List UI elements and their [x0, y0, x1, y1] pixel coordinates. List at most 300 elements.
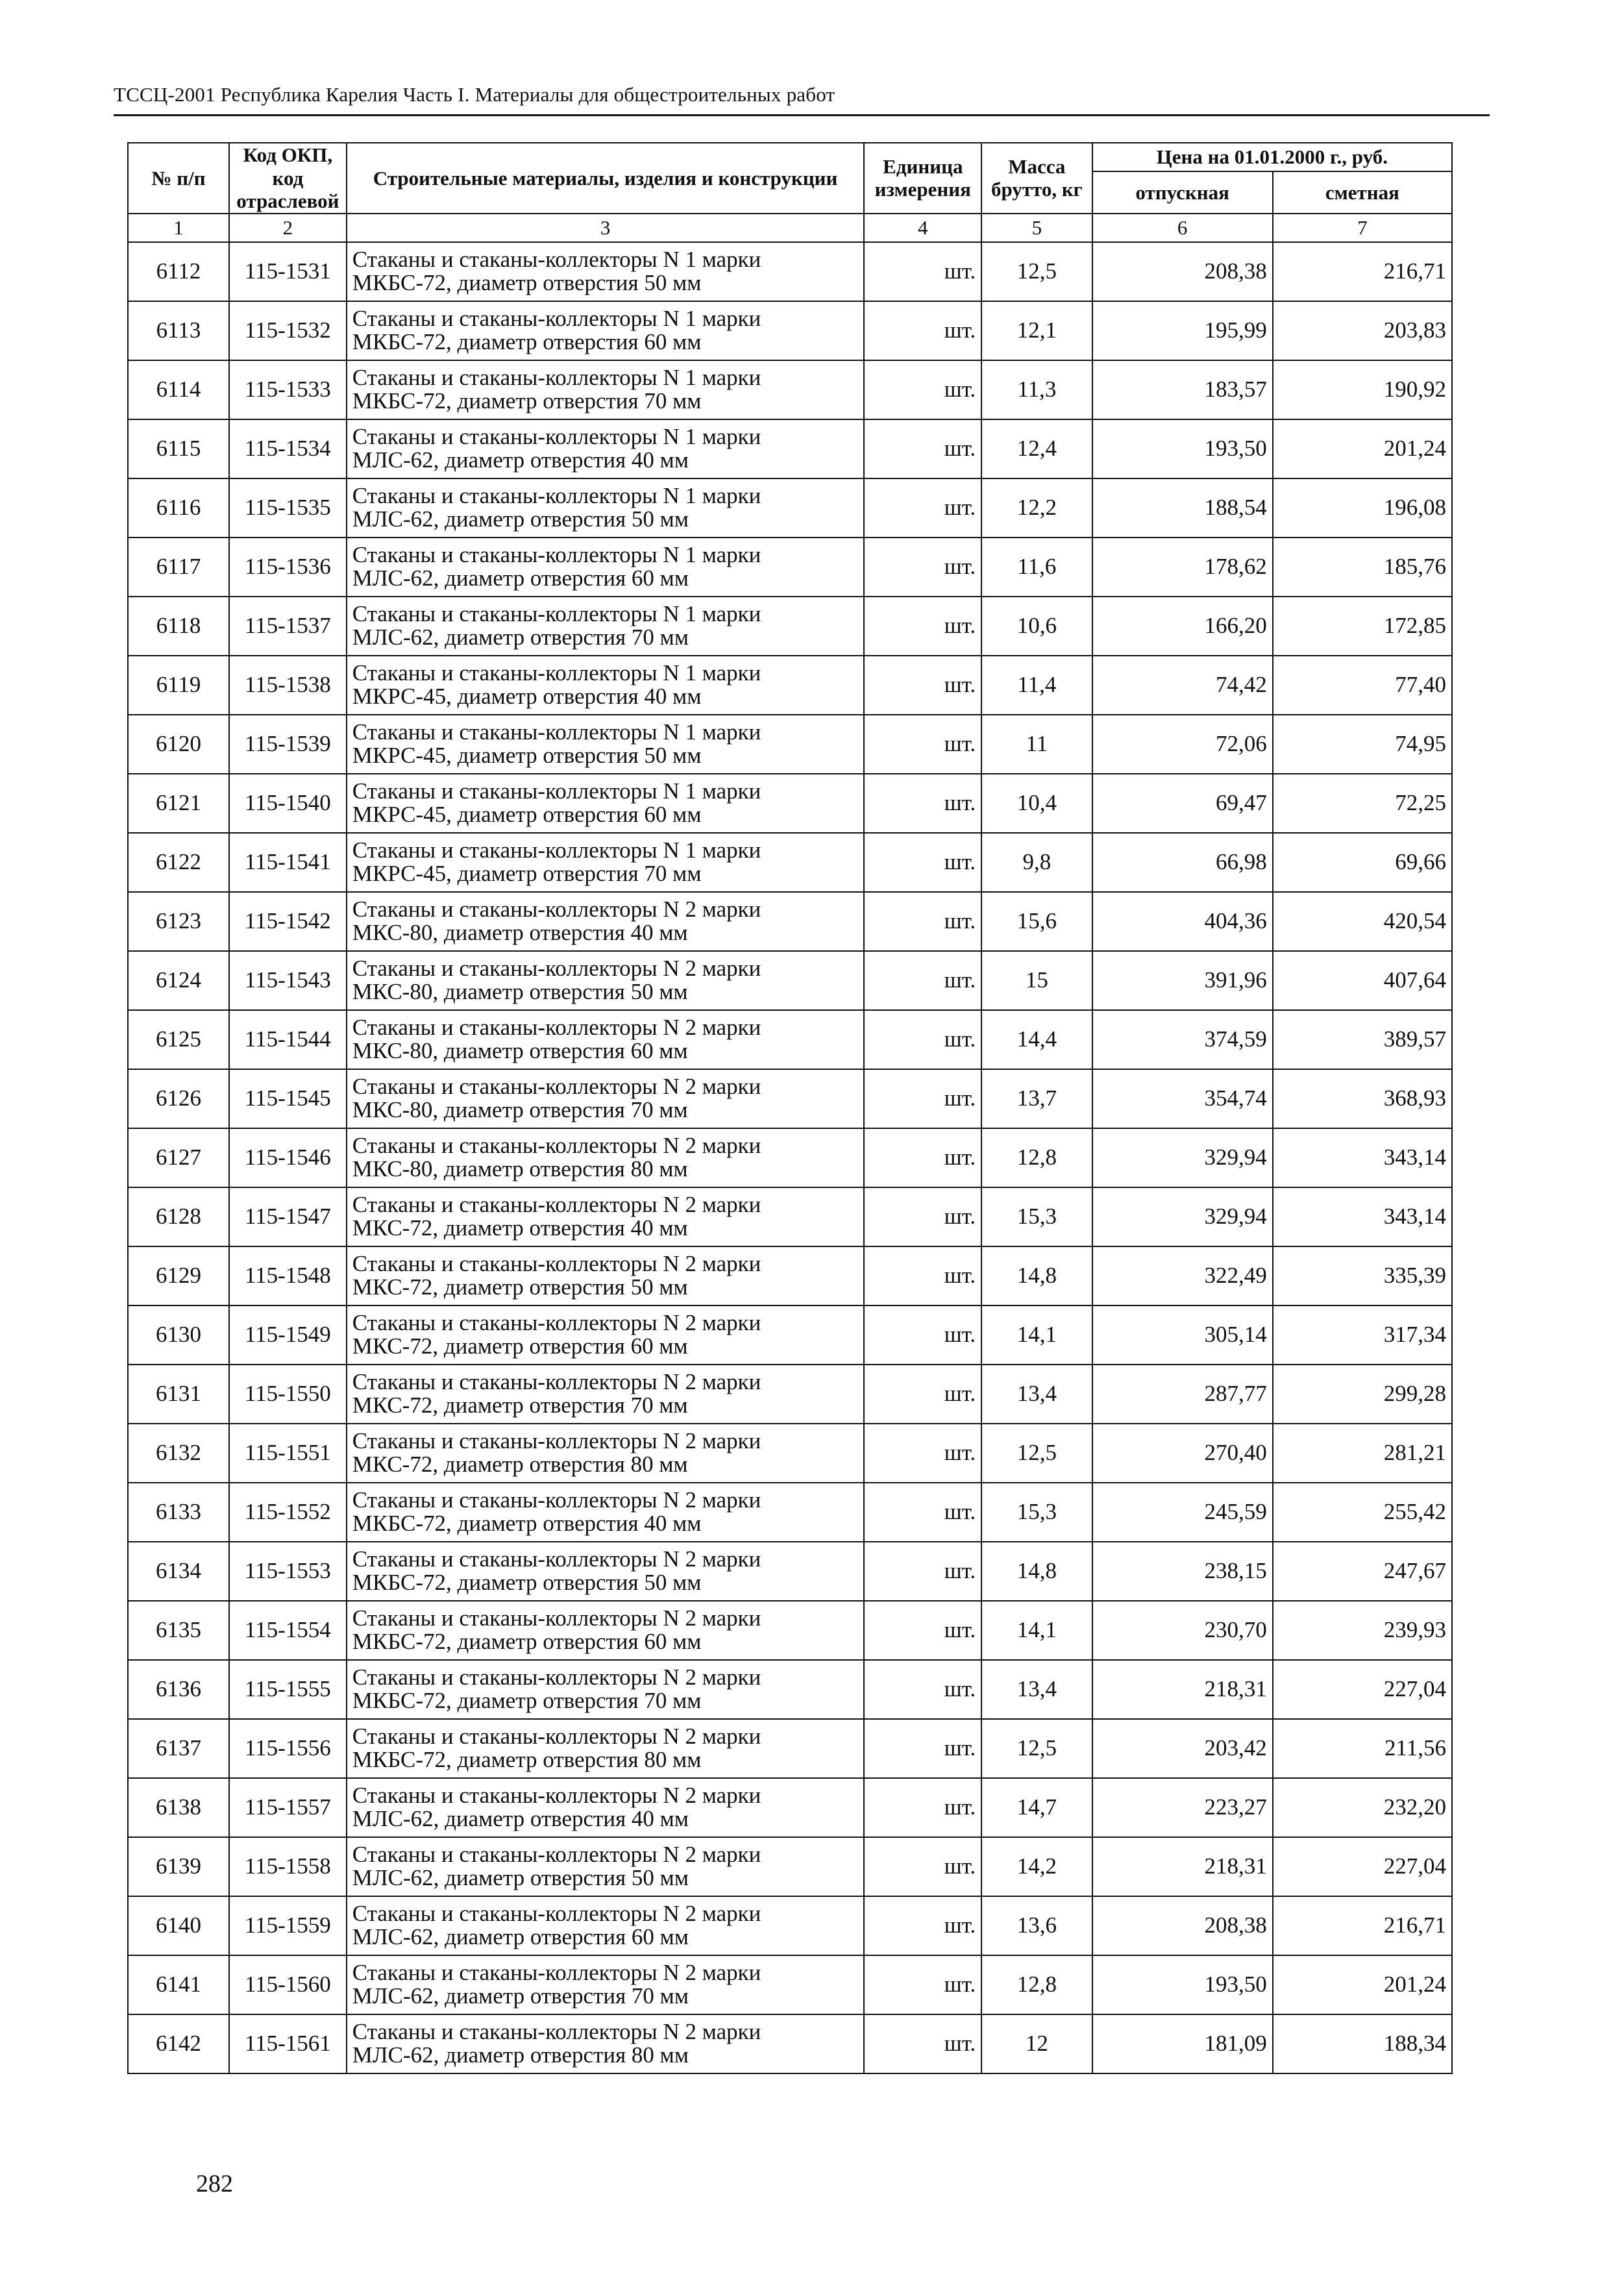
price-estimate: 255,42 [1273, 1483, 1452, 1542]
material-name-line: Стаканы и стаканы-коллекторы N 2 марки [352, 1073, 761, 1099]
gross-mass: 12,5 [981, 242, 1092, 301]
row-number: 6131 [128, 1365, 229, 1424]
table-row [128, 1660, 1452, 1719]
price-release: 166,20 [1092, 597, 1273, 656]
material-name [347, 892, 865, 951]
material-name-line: Стаканы и стаканы-коллекторы N 2 марки [352, 1546, 761, 1572]
table-row [128, 951, 1452, 1010]
column-number: 6 [1092, 214, 1273, 242]
table-row [128, 1187, 1452, 1246]
row-number: 6122 [128, 833, 229, 892]
okp-code: 115-1532 [229, 301, 347, 360]
unit: шт. [864, 1246, 981, 1305]
row-number: 6139 [128, 1837, 229, 1896]
material-name-line: МКС-80, диаметр отверстия 80 мм [352, 1156, 688, 1182]
material-name-line: Стаканы и стаканы-коллекторы N 2 марки [352, 896, 761, 922]
unit: шт. [864, 597, 981, 656]
row-number: 6135 [128, 1601, 229, 1660]
material-name-line: МКБС-72, диаметр отверстия 60 мм [352, 1629, 702, 1655]
table-row [128, 360, 1452, 419]
price-release: 305,14 [1092, 1305, 1273, 1365]
price-estimate: 188,34 [1273, 2014, 1452, 2073]
header-price-group: Цена на 01.01.2000 г., руб. [1092, 143, 1452, 171]
gross-mass: 10,4 [981, 774, 1092, 833]
price-estimate: 232,20 [1273, 1778, 1452, 1837]
price-estimate: 299,28 [1273, 1365, 1452, 1424]
gross-mass: 12,5 [981, 1719, 1092, 1778]
row-number: 6112 [128, 242, 229, 301]
okp-code: 115-1556 [229, 1719, 347, 1778]
gross-mass: 11,3 [981, 360, 1092, 419]
material-name [347, 1010, 865, 1069]
price-release: 287,77 [1092, 1365, 1273, 1424]
row-number: 6120 [128, 715, 229, 774]
price-estimate: 247,67 [1273, 1542, 1452, 1601]
material-name-line: Стаканы и стаканы-коллекторы N 2 марки [352, 1487, 761, 1513]
material-name-line: Стаканы и стаканы-коллекторы N 2 марки [352, 955, 761, 981]
material-name-line: МКС-72, диаметр отверстия 50 мм [352, 1274, 688, 1300]
table-row [128, 538, 1452, 597]
table-row [128, 1955, 1452, 2014]
price-release: 69,47 [1092, 774, 1273, 833]
price-release: 208,38 [1092, 242, 1273, 301]
row-number: 6141 [128, 1955, 229, 2014]
gross-mass: 12,4 [981, 419, 1092, 478]
table-row [128, 597, 1452, 656]
material-name [347, 1128, 865, 1187]
header-code: Код ОКП, код отраслевой [229, 143, 347, 214]
unit: шт. [864, 1010, 981, 1069]
gross-mass: 14,4 [981, 1010, 1092, 1069]
material-name [347, 1424, 865, 1483]
okp-code: 115-1544 [229, 1010, 347, 1069]
gross-mass: 13,6 [981, 1896, 1092, 1955]
material-name-line: МЛС-62, диаметр отверстия 60 мм [352, 1924, 689, 1950]
row-number: 6126 [128, 1069, 229, 1128]
price-estimate: 74,95 [1273, 715, 1452, 774]
price-estimate: 368,93 [1273, 1069, 1452, 1128]
table-row [128, 301, 1452, 360]
unit: шт. [864, 1660, 981, 1719]
price-release: 195,99 [1092, 301, 1273, 360]
row-number: 6127 [128, 1128, 229, 1187]
okp-code: 115-1559 [229, 1896, 347, 1955]
unit: шт. [864, 1365, 981, 1424]
okp-code: 115-1552 [229, 1483, 347, 1542]
table-row [128, 1837, 1452, 1896]
row-number: 6128 [128, 1187, 229, 1246]
material-name-line: МЛС-62, диаметр отверстия 50 мм [352, 506, 689, 532]
material-name-line: Стаканы и стаканы-коллекторы N 2 марки [352, 1309, 761, 1335]
material-name-line: Стаканы и стаканы-коллекторы N 2 марки [352, 1959, 761, 1985]
price-estimate: 343,14 [1273, 1128, 1452, 1187]
price-estimate: 227,04 [1273, 1660, 1452, 1719]
price-release: 329,94 [1092, 1187, 1273, 1246]
table-row [128, 478, 1452, 538]
running-header: ТССЦ-2001 Республика Карелия Часть I. Материалы для общестроительных работ [114, 83, 835, 106]
column-number: 7 [1273, 214, 1452, 242]
unit: шт. [864, 2014, 981, 2073]
gross-mass: 12,8 [981, 1128, 1092, 1187]
unit: шт. [864, 951, 981, 1010]
material-name-line: МКС-72, диаметр отверстия 60 мм [352, 1333, 688, 1359]
price-release: 322,49 [1092, 1246, 1273, 1305]
row-number: 6136 [128, 1660, 229, 1719]
unit: шт. [864, 1483, 981, 1542]
unit: шт. [864, 1896, 981, 1955]
table-row [128, 892, 1452, 951]
unit: шт. [864, 1424, 981, 1483]
gross-mass: 9,8 [981, 833, 1092, 892]
gross-mass: 15,3 [981, 1483, 1092, 1542]
price-estimate: 69,66 [1273, 833, 1452, 892]
unit: шт. [864, 1837, 981, 1896]
header-unit: Единица измерения [864, 143, 981, 214]
material-name [347, 242, 865, 301]
row-number: 6115 [128, 419, 229, 478]
gross-mass: 12,2 [981, 478, 1092, 538]
material-name [347, 715, 865, 774]
material-name [347, 1187, 865, 1246]
material-name [347, 597, 865, 656]
row-number: 6129 [128, 1246, 229, 1305]
material-name [347, 951, 865, 1010]
unit: шт. [864, 715, 981, 774]
material-name-line: МКБС-72, диаметр отверстия 80 мм [352, 1747, 702, 1773]
row-number: 6125 [128, 1010, 229, 1069]
price-release: 404,36 [1092, 892, 1273, 951]
table-row [128, 2014, 1452, 2073]
column-number: 4 [864, 214, 981, 242]
okp-code: 115-1553 [229, 1542, 347, 1601]
material-name-line: Стаканы и стаканы-коллекторы N 2 марки [352, 1723, 761, 1749]
price-estimate: 201,24 [1273, 419, 1452, 478]
material-name-line: МЛС-62, диаметр отверстия 60 мм [352, 565, 689, 591]
material-name-line: МЛС-62, диаметр отверстия 70 мм [352, 1983, 689, 2009]
material-name-line: МКРС-45, диаметр отверстия 70 мм [352, 861, 702, 887]
table-row [128, 1010, 1452, 1069]
price-release: 329,94 [1092, 1128, 1273, 1187]
table-row [128, 774, 1452, 833]
material-name [347, 478, 865, 538]
gross-mass: 14,1 [981, 1601, 1092, 1660]
material-name-line: МКБС-72, диаметр отверстия 50 мм [352, 270, 702, 296]
gross-mass: 14,8 [981, 1542, 1092, 1601]
material-name-line: МКБС-72, диаметр отверстия 70 мм [352, 388, 702, 414]
okp-code: 115-1535 [229, 478, 347, 538]
material-name-line: Стаканы и стаканы-коллекторы N 2 марки [352, 1782, 761, 1808]
material-name-line: МКРС-45, диаметр отверстия 50 мм [352, 743, 702, 769]
unit: шт. [864, 1778, 981, 1837]
gross-mass: 13,7 [981, 1069, 1092, 1128]
table-row [128, 1778, 1452, 1837]
price-release: 270,40 [1092, 1424, 1273, 1483]
material-name [347, 833, 865, 892]
material-name-line: МЛС-62, диаметр отверстия 40 мм [352, 447, 689, 473]
price-release: 208,38 [1092, 1896, 1273, 1955]
header-divider [114, 114, 1490, 116]
row-number: 6123 [128, 892, 229, 951]
header-name: Строительные материалы, изделия и конструкции [347, 143, 865, 214]
material-name [347, 301, 865, 360]
price-release: 223,27 [1092, 1778, 1273, 1837]
price-estimate: 389,57 [1273, 1010, 1452, 1069]
okp-code: 115-1554 [229, 1601, 347, 1660]
okp-code: 115-1536 [229, 538, 347, 597]
price-release: 66,98 [1092, 833, 1273, 892]
unit: шт. [864, 242, 981, 301]
okp-code: 115-1547 [229, 1187, 347, 1246]
gross-mass: 12,5 [981, 1424, 1092, 1483]
price-release: 72,06 [1092, 715, 1273, 774]
material-name-line: МКРС-45, диаметр отверстия 60 мм [352, 802, 702, 828]
okp-code: 115-1560 [229, 1955, 347, 2014]
material-name-line: МКС-80, диаметр отверстия 60 мм [352, 1038, 688, 1064]
okp-code: 115-1533 [229, 360, 347, 419]
column-numbers-row [128, 214, 1452, 242]
gross-mass: 13,4 [981, 1365, 1092, 1424]
okp-code: 115-1545 [229, 1069, 347, 1128]
material-name [347, 1601, 865, 1660]
price-estimate: 203,83 [1273, 301, 1452, 360]
table-row [128, 242, 1452, 301]
material-name-line: МЛС-62, диаметр отверстия 50 мм [352, 1865, 689, 1891]
okp-code: 115-1546 [229, 1128, 347, 1187]
price-release: 203,42 [1092, 1719, 1273, 1778]
unit: шт. [864, 1305, 981, 1365]
unit: шт. [864, 1128, 981, 1187]
okp-code: 115-1537 [229, 597, 347, 656]
table-row [128, 1128, 1452, 1187]
material-name-line: Стаканы и стаканы-коллекторы N 2 марки [352, 1900, 761, 1926]
row-number: 6142 [128, 2014, 229, 2073]
price-release: 218,31 [1092, 1660, 1273, 1719]
material-name-line: Стаканы и стаканы-коллекторы N 1 марки [352, 482, 761, 508]
material-name [347, 1483, 865, 1542]
okp-code: 115-1542 [229, 892, 347, 951]
price-release: 193,50 [1092, 419, 1273, 478]
okp-code: 115-1558 [229, 1837, 347, 1896]
price-estimate: 227,04 [1273, 1837, 1452, 1896]
table-row [128, 1365, 1452, 1424]
price-release: 391,96 [1092, 951, 1273, 1010]
gross-mass: 14,1 [981, 1305, 1092, 1365]
okp-code: 115-1549 [229, 1305, 347, 1365]
material-name [347, 419, 865, 478]
okp-code: 115-1538 [229, 656, 347, 715]
okp-code: 115-1540 [229, 774, 347, 833]
material-name-line: Стаканы и стаканы-коллекторы N 1 марки [352, 660, 761, 686]
unit: шт. [864, 360, 981, 419]
material-name-line: Стаканы и стаканы-коллекторы N 1 марки [352, 719, 761, 745]
row-number: 6133 [128, 1483, 229, 1542]
gross-mass: 12,8 [981, 1955, 1092, 2014]
unit: шт. [864, 833, 981, 892]
header-price-release: отпускная [1092, 171, 1273, 214]
header-price-estimate: сметная [1273, 171, 1452, 214]
gross-mass: 12 [981, 2014, 1092, 2073]
price-estimate: 201,24 [1273, 1955, 1452, 2014]
price-estimate: 77,40 [1273, 656, 1452, 715]
gross-mass: 15 [981, 951, 1092, 1010]
material-name-line: Стаканы и стаканы-коллекторы N 1 марки [352, 305, 761, 331]
price-estimate: 211,56 [1273, 1719, 1452, 1778]
unit: шт. [864, 538, 981, 597]
material-name-line: МЛС-62, диаметр отверстия 80 мм [352, 2042, 689, 2068]
material-name [347, 1246, 865, 1305]
page-number: 282 [196, 2170, 233, 2197]
table-row [128, 1305, 1452, 1365]
header-num: № п/п [128, 143, 229, 214]
material-name-line: Стаканы и стаканы-коллекторы N 2 марки [352, 1368, 761, 1394]
price-release: 178,62 [1092, 538, 1273, 597]
okp-code: 115-1543 [229, 951, 347, 1010]
material-name [347, 1305, 865, 1365]
gross-mass: 11,6 [981, 538, 1092, 597]
unit: шт. [864, 656, 981, 715]
price-estimate: 72,25 [1273, 774, 1452, 833]
price-estimate: 172,85 [1273, 597, 1452, 656]
material-name-line: МКРС-45, диаметр отверстия 40 мм [352, 684, 702, 710]
material-name [347, 1955, 865, 2014]
gross-mass: 11,4 [981, 656, 1092, 715]
material-name [347, 1069, 865, 1128]
material-name-line: Стаканы и стаканы-коллекторы N 1 марки [352, 778, 761, 804]
material-name-line: Стаканы и стаканы-коллекторы N 1 марки [352, 423, 761, 449]
okp-code: 115-1550 [229, 1365, 347, 1424]
row-number: 6138 [128, 1778, 229, 1837]
table-row [128, 1601, 1452, 1660]
material-name [347, 656, 865, 715]
row-number: 6118 [128, 597, 229, 656]
price-estimate: 420,54 [1273, 892, 1452, 951]
material-name-line: Стаканы и стаканы-коллекторы N 1 марки [352, 364, 761, 390]
row-number: 6117 [128, 538, 229, 597]
row-number: 6134 [128, 1542, 229, 1601]
price-release: 238,15 [1092, 1542, 1273, 1601]
material-name-line: Стаканы и стаканы-коллекторы N 2 марки [352, 1014, 761, 1040]
material-name [347, 1660, 865, 1719]
table-row [128, 656, 1452, 715]
price-estimate: 317,34 [1273, 1305, 1452, 1365]
row-number: 6116 [128, 478, 229, 538]
table-header-row [128, 143, 1452, 171]
unit: шт. [864, 1719, 981, 1778]
table-row [128, 833, 1452, 892]
column-number: 5 [981, 214, 1092, 242]
material-name-line: Стаканы и стаканы-коллекторы N 2 марки [352, 1841, 761, 1867]
table-row [128, 715, 1452, 774]
okp-code: 115-1534 [229, 419, 347, 478]
material-name-line: МКС-80, диаметр отверстия 50 мм [352, 979, 688, 1005]
material-name-line: МКБС-72, диаметр отверстия 60 мм [352, 329, 702, 355]
okp-code: 115-1561 [229, 2014, 347, 2073]
price-estimate: 216,71 [1273, 1896, 1452, 1955]
row-number: 6132 [128, 1424, 229, 1483]
material-name [347, 1837, 865, 1896]
price-release: 193,50 [1092, 1955, 1273, 2014]
price-release: 374,59 [1092, 1010, 1273, 1069]
okp-code: 115-1531 [229, 242, 347, 301]
unit: шт. [864, 419, 981, 478]
price-release: 230,70 [1092, 1601, 1273, 1660]
price-release: 218,31 [1092, 1837, 1273, 1896]
material-name-line: МКС-80, диаметр отверстия 70 мм [352, 1097, 688, 1123]
row-number: 6124 [128, 951, 229, 1010]
material-name-line: МКС-72, диаметр отверстия 40 мм [352, 1215, 688, 1241]
price-release: 354,74 [1092, 1069, 1273, 1128]
price-table [127, 142, 1453, 2074]
row-number: 6130 [128, 1305, 229, 1365]
okp-code: 115-1557 [229, 1778, 347, 1837]
material-name-line: Стаканы и стаканы-коллекторы N 2 марки [352, 1664, 761, 1690]
price-release: 181,09 [1092, 2014, 1273, 2073]
price-estimate: 407,64 [1273, 951, 1452, 1010]
row-number: 6121 [128, 774, 229, 833]
unit: шт. [864, 1069, 981, 1128]
unit: шт. [864, 1542, 981, 1601]
column-number: 2 [229, 214, 347, 242]
material-name-line: Стаканы и стаканы-коллекторы N 2 марки [352, 2018, 761, 2044]
price-estimate: 335,39 [1273, 1246, 1452, 1305]
price-estimate: 239,93 [1273, 1601, 1452, 1660]
unit: шт. [864, 1187, 981, 1246]
material-name [347, 1778, 865, 1837]
row-number: 6113 [128, 301, 229, 360]
material-name-line: Стаканы и стаканы-коллекторы N 2 марки [352, 1605, 761, 1631]
material-name-line: МКС-72, диаметр отверстия 80 мм [352, 1452, 688, 1478]
material-name [347, 1719, 865, 1778]
row-number: 6140 [128, 1896, 229, 1955]
table-row [128, 1896, 1452, 1955]
table-row [128, 419, 1452, 478]
okp-code: 115-1539 [229, 715, 347, 774]
material-name-line: Стаканы и стаканы-коллекторы N 2 марки [352, 1428, 761, 1453]
unit: шт. [864, 1601, 981, 1660]
table-row [128, 1542, 1452, 1601]
header-mass: Масса брутто, кг [981, 143, 1092, 214]
gross-mass: 10,6 [981, 597, 1092, 656]
table-body [128, 242, 1452, 2073]
gross-mass: 14,8 [981, 1246, 1092, 1305]
material-name-line: Стаканы и стаканы-коллекторы N 2 марки [352, 1250, 761, 1276]
material-name [347, 774, 865, 833]
table-row [128, 1069, 1452, 1128]
gross-mass: 13,4 [981, 1660, 1092, 1719]
material-name-line: МКБС-72, диаметр отверстия 40 мм [352, 1511, 702, 1537]
price-estimate: 190,92 [1273, 360, 1452, 419]
material-name [347, 1365, 865, 1424]
okp-code: 115-1541 [229, 833, 347, 892]
price-estimate: 281,21 [1273, 1424, 1452, 1483]
material-name [347, 360, 865, 419]
price-estimate: 216,71 [1273, 242, 1452, 301]
material-name [347, 1896, 865, 1955]
okp-code: 115-1548 [229, 1246, 347, 1305]
material-name-line: МЛС-62, диаметр отверстия 70 мм [352, 625, 689, 650]
unit: шт. [864, 478, 981, 538]
unit: шт. [864, 301, 981, 360]
unit: шт. [864, 774, 981, 833]
table-row [128, 1483, 1452, 1542]
gross-mass: 14,7 [981, 1778, 1092, 1837]
okp-code: 115-1555 [229, 1660, 347, 1719]
row-number: 6119 [128, 656, 229, 715]
material-name-line: Стаканы и стаканы-коллекторы N 2 марки [352, 1191, 761, 1217]
table-row [128, 1424, 1452, 1483]
column-number: 1 [128, 214, 229, 242]
material-name-line: Стаканы и стаканы-коллекторы N 1 марки [352, 600, 761, 626]
